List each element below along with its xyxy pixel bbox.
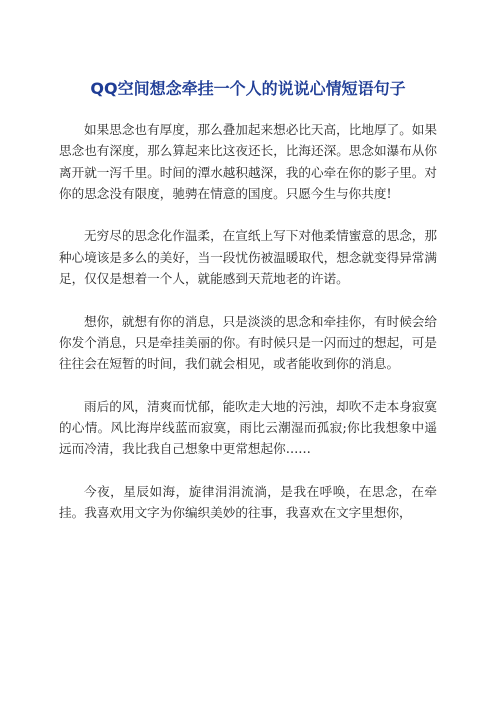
paragraph-4: 雨后的风，清爽而忧郁，能吹走大地的污浊，却吹不走本身寂寞的心情。风比海岸线蓝而寂寞，雨比云潮湿而孤寂;你比我想象中遥远而冷清，我比我自己想象中更常想起你…… — [59, 398, 437, 457]
paragraph-2: 无穷尽的思念化作温柔，在宣纸上写下对他柔情蜜意的思念，那种心境该是多么的美好，当一段忧伤被温暖取代，想念就变得异常满足，仅仅是想着一个人，就能感到天荒地老的许诺。 — [59, 228, 437, 287]
paragraph-5: 今夜，星辰如海，旋律涓涓流淌，是我在呼唤，在思念，在牵挂。我喜欢用文字为你编织美妙的往事，我喜欢在文字里想你， — [59, 484, 437, 521]
document-body — [59, 119, 437, 545]
paragraph-3: 想你，就想有你的消息，只是淡淡的思念和牵挂你，有时候会给你发个消息，只是牵挂美丽的你。有时候只是一闪而过的想起，可是往往会在短暂的时间，我们就会相见，或者能收到你的消息。 — [59, 313, 437, 372]
document-title: QQ空间想念牵挂一个人的说说心情短语句子 — [90, 79, 406, 98]
paragraph-1: 如果思念也有厚度，那么叠加起来想必比天高，比地厚了。如果思念也有深度，那么算起来比这夜还长，比海还深。思念如瀑布从你离开就一泻千里。时间的潭水越积越深，我的心牵在你的影子里。对你的思念没有限度，驰骋在情意的国度。只愿今生与你共度! — [59, 122, 437, 201]
